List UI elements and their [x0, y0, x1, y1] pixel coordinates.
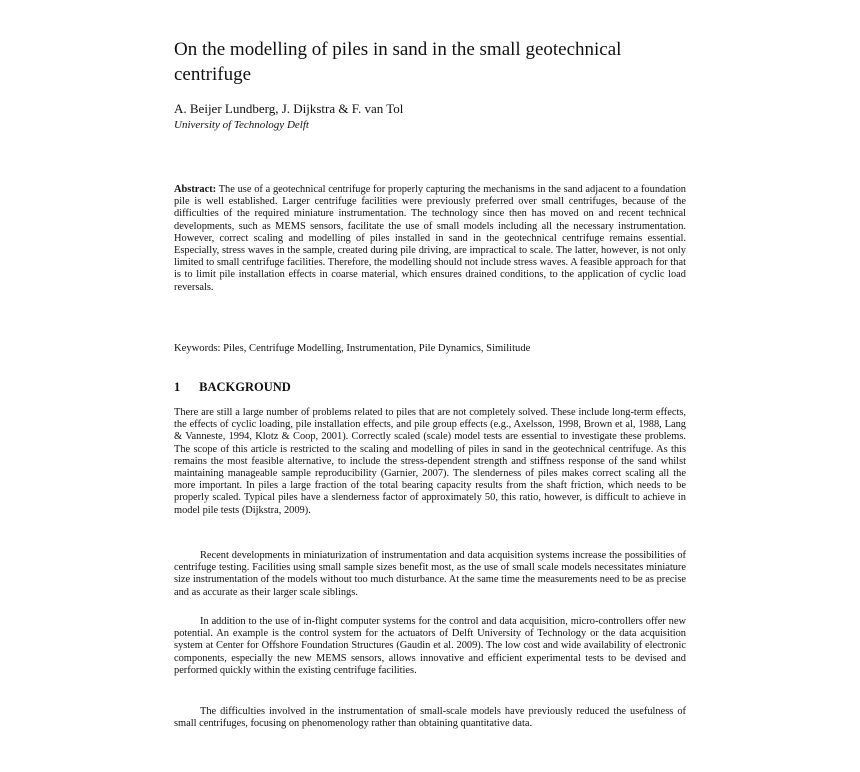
abstract-text: The use of a geotechnical centrifuge for properly capturing the mechanisms in the sand adjacent to a foundation pile is well established. Larger centrifuge facilities were previously preferred over small centrifuges, because of the difficulties of the required miniature instrumentation. The technology since then has moved on and recent technical developments, such as MEMS sensors, facilitate the use of small models including all the necessary instrumentation. However, correct scaling and modelling of piles installed in sand in the geotechnical centrifuge remains essential. Especially, stress waves in the sample, created during pile driving, are impractical to scale. The latter, however, is not only limited to small centrifuge facilities. Therefore, the modelling should not include stress waves. A feasible approach for that is to limit pile installation effects in coarse material, which ensures drained conditions, to the application of cyclic load reversals. — [174, 184, 686, 293]
paragraph-1: There are still a large number of problems related to piles that are not completely solved. These include long-term effects, the effects of cyclic loading, pile installation effects, and pile group effects (e.g., Axelsson, 1998, Brown et al, 1988, Lang & Vanneste, 1994, Klotz & Coop, 2001). Correctly scaled (scale) model tests are essential to investigate these problems. The scope of this article is restricted to the scaling and modelling of piles in sand in the geotechnical centrifuge. As this remains the most feasible alternative, to include the stress-dependent strength and stiffness response of the sand whilst maintaining manageable sample reproducibility (Garnier, 2007). The slenderness of piles makes correct scaling all the more important. In piles a large fraction of the total bearing capacity results from the shaft friction, which needs to be properly scaled. Typical piles have a slenderness factor of approximately 50, this ratio, however, is difficult to achieve in model pile tests (Dijkstra, 2009). — [174, 407, 686, 516]
paragraph-2: Recent developments in miniaturization of instrumentation and data acquisition systems increase the possibilities of centrifuge testing. Facilities using small sample sizes benefit most, as the use of small scale models necessitates miniature size instrumentation of the models without too much disturbance. At the same time the measurements need to be as precise and as accurate as their larger scale siblings. — [174, 550, 686, 598]
paragraph-3: In addition to the use of in-flight computer systems for the control and data acquisition, micro-controllers offer new potential. An example is the control system for the actuators of Delft University of Technology or the data acquisition system at Center for Offshore Foundation Structures (Gaudin et al. 2009). The low cost and wide availability of electronic components, especially the new MEMS sensors, allows innovative and efficient experimental tests to be devised and performed quickly within the existing centrifuge facilities. — [174, 616, 686, 676]
paper-authors: A. Beijer Lundberg, J. Dijkstra & F. van Tol — [174, 101, 404, 116]
paragraph-4: The difficulties involved in the instrumentation of small-scale models have previously reduced the usefulness of small centrifuges, focusing on phenomenology rather than obtaining quantitative data. — [174, 706, 686, 730]
keywords: Keywords: Piles, Centrifuge Modelling, Instrumentation, Pile Dynamics, Similitude — [174, 343, 531, 354]
section-number: 1 — [174, 380, 181, 394]
abstract-label: Abstract: — [174, 184, 217, 195]
section-title: BACKGROUND — [199, 380, 291, 394]
paper-title: On the modelling of piles in sand in the small geotechnical centrifuge — [174, 39, 622, 85]
section-heading — [174, 379, 291, 395]
paper-affiliation: University of Technology Delft — [174, 119, 309, 131]
abstract — [174, 184, 686, 294]
